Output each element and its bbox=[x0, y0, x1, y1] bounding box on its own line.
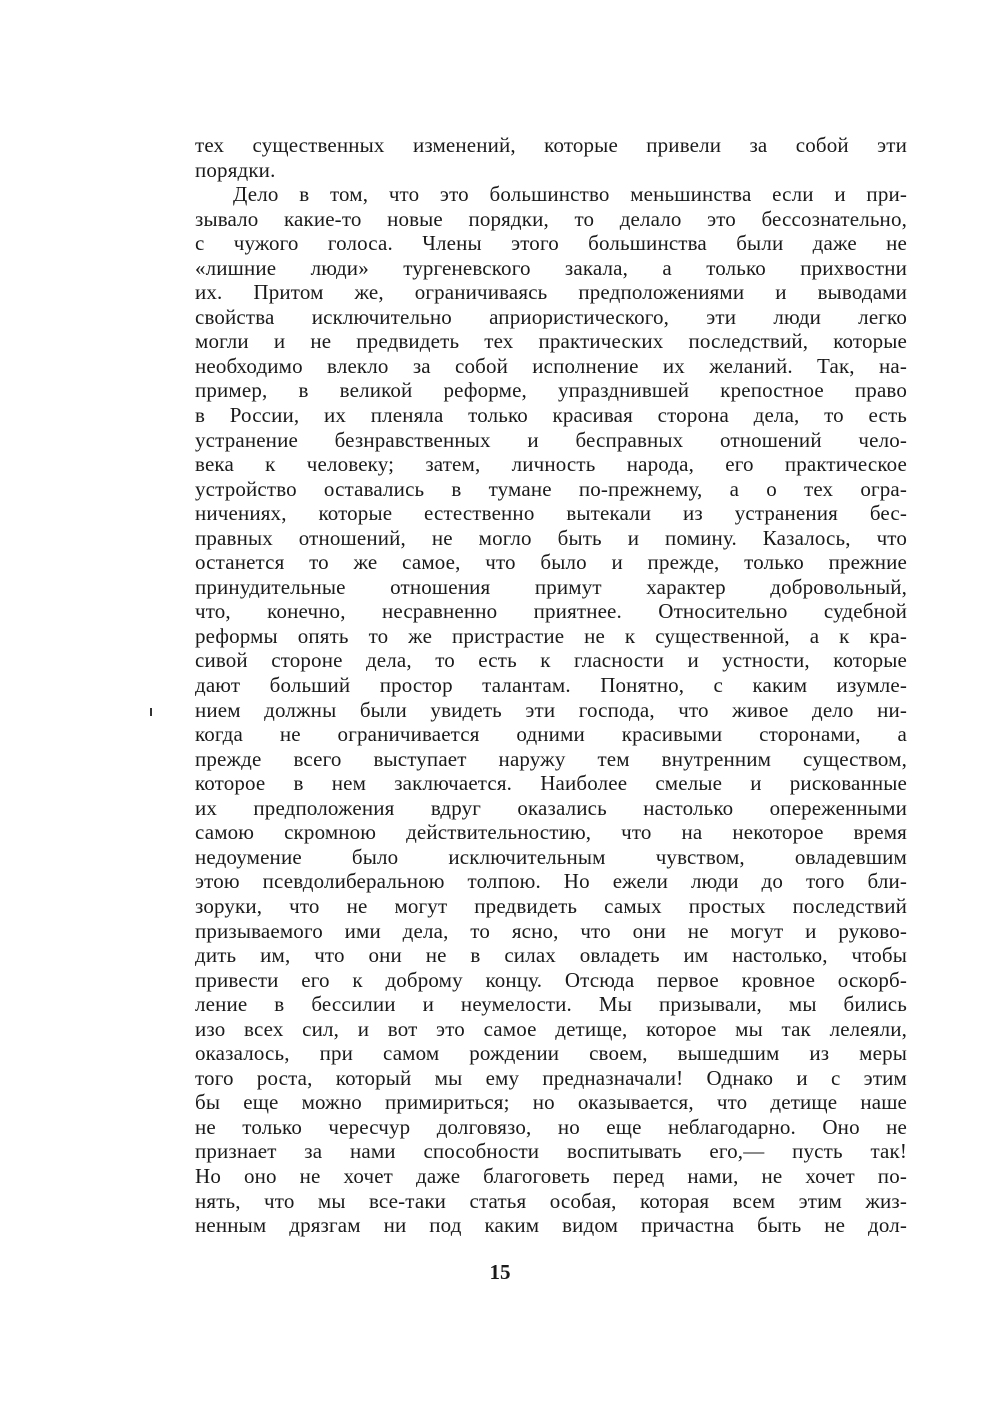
text-line: которое в нем заключается. Наиболее смелые и рискованные bbox=[195, 771, 907, 796]
text-line: зывало какие-то новые порядки, то делало это бессознательно, bbox=[195, 206, 907, 231]
text-line: «лишние люди» тургеневского закала, а только прихвостни bbox=[195, 255, 907, 280]
text-line: необходимо влекло за собой исполнение их желаний. Так, на- bbox=[195, 353, 907, 378]
text-line: бы еще можно примириться; но оказывается, что детище наше bbox=[195, 1090, 907, 1115]
body-text bbox=[195, 133, 907, 1238]
text-line: ничениях, которые естественно вытекали из устранения бес- bbox=[195, 501, 907, 526]
page-number: 15 bbox=[489, 1260, 511, 1284]
text-line: правных отношений, не могло быть и помину. Казалось, что bbox=[195, 525, 907, 550]
text-line: могли и не предвидеть тех практических последствий, которые bbox=[195, 329, 907, 354]
text-line: их предположения вдруг оказались настолько опереженными bbox=[195, 795, 907, 820]
text-line: дают больший простор талантам. Понятно, с каким изумле- bbox=[195, 673, 907, 698]
text-line: Но оно не хочет даже благоговеть перед нами, не хочет по- bbox=[195, 1163, 907, 1188]
text-line: века к человеку; затем, личность народа, его практическое bbox=[195, 452, 907, 477]
text-line: останется то же самое, что было и прежде, только прежние bbox=[195, 550, 907, 575]
text-line: с чужого голоса. Члены этого большинства были даже не bbox=[195, 231, 907, 256]
text-line: этою псевдолиберальною толпою. Но ежели люди до того бли- bbox=[195, 869, 907, 894]
text-line: в России, их пленяла только красивая сторона дела, то есть bbox=[195, 403, 907, 428]
text-line: нять, что мы все-таки статья особая, которая всем этим жиз- bbox=[195, 1188, 907, 1213]
text-line: сивой стороне дела, то есть к гласности и устности, которые bbox=[195, 648, 907, 673]
text-line: недоумение было исключительным чувством, овладевшим bbox=[195, 844, 907, 869]
text-line: порядки. bbox=[195, 157, 276, 182]
text-line: не только чересчур долговязо, но еще неблагодарно. Оно не bbox=[195, 1114, 907, 1139]
text-line: призываемого ими дела, то ясно, что они не могут и руково- bbox=[195, 918, 907, 943]
text-line: дить им, что они не в силах овладеть им настолько, чтобы bbox=[195, 943, 907, 968]
text-line: ненным дрязгам ни под каким видом причастна быть не дол- bbox=[195, 1213, 907, 1238]
text-line: тех существенных изменений, которые привели за собой эти bbox=[195, 133, 907, 157]
text-line: Дело в том, что это большинство меньшинства если и при- bbox=[233, 182, 907, 207]
text-line: прежде всего выступает наружу тем внутренним существом, bbox=[195, 746, 907, 771]
text-line: устранение безнравственных и бесправных отношений чело- bbox=[195, 427, 907, 452]
text-line: их. Притом же, ограничиваясь предположениями и выводами bbox=[195, 280, 907, 305]
text-line: признает за нами способности воспитывать его,— пусть так! bbox=[195, 1139, 907, 1164]
text-line: самою скромною действительностию, что на некоторое время bbox=[195, 820, 907, 845]
text-line: ление в бессилии и неумелости. Мы призывали, мы бились bbox=[195, 992, 907, 1017]
text-line: когда не ограничивается одними красивыми сторонами, а bbox=[195, 722, 907, 747]
text-line: что, конечно, несравненно приятнее. Относительно судебной bbox=[195, 599, 907, 624]
text-line: привести его к доброму концу. Отсюда первое кровное оскорб- bbox=[195, 967, 907, 992]
margin-mark bbox=[150, 708, 152, 716]
text-line: того роста, который мы ему предназначали! Однако и с этим bbox=[195, 1065, 907, 1090]
text-line: свойства исключительно априористического, эти люди легко bbox=[195, 304, 907, 329]
text-line: устройство оставались в тумане по-прежнему, а о тех огра- bbox=[195, 476, 907, 501]
text-line: принудительные отношения примут характер добровольный, bbox=[195, 574, 907, 599]
text-line: реформы опять то же пристрастие не к существенной, а к кра- bbox=[195, 623, 907, 648]
text-line: оказалось, при самом рождении своем, вышедшим из меры bbox=[195, 1041, 907, 1066]
text-line: изо всех сил, и вот это самое детище, которое мы так лелеяли, bbox=[195, 1016, 907, 1041]
text-line: зоруки, что не могут предвидеть самых простых последствий bbox=[195, 893, 907, 918]
text-line: пример, в великой реформе, упразднившей крепостное право bbox=[195, 378, 907, 403]
text-line: нием должны были увидеть эти господа, что живое дело ни- bbox=[195, 697, 907, 722]
